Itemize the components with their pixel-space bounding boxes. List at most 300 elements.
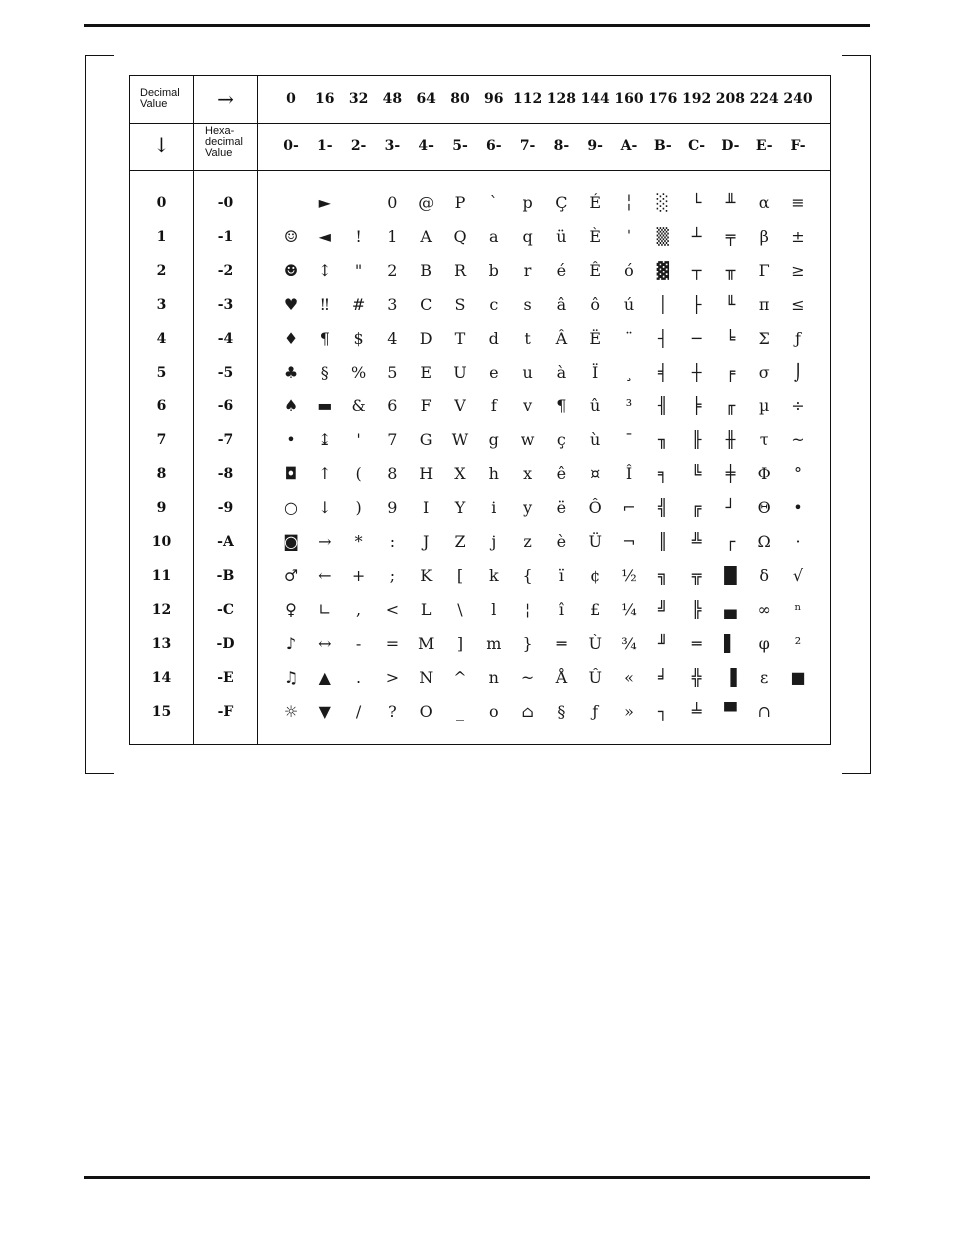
character-cell: ╢ <box>657 396 668 416</box>
character-cell: ↓ <box>318 498 332 518</box>
hex-column-header: A- <box>620 138 638 154</box>
character-cell: │ <box>657 294 668 314</box>
character-cell: ← <box>318 565 332 585</box>
decimal-row-header: 9 <box>156 500 167 517</box>
hexadecimal-value-label: Hexa-decimal Value <box>205 125 243 159</box>
character-cell: ▄ <box>724 599 737 619</box>
character-cell: E <box>420 362 433 382</box>
decimal-column-header: 240 <box>783 91 813 107</box>
character-cell: l <box>491 599 497 619</box>
character-cell: ═ <box>556 633 567 653</box>
top-rule <box>84 24 870 27</box>
character-cell: P <box>454 193 466 212</box>
character-cell: Q <box>453 226 467 246</box>
character-cell: Z <box>454 532 466 551</box>
hex-column-header: D- <box>721 138 740 154</box>
character-cell: ∩ <box>757 701 771 721</box>
character-cell: ƒ <box>592 701 599 721</box>
character-cell: â <box>556 294 567 314</box>
character-cell: ◙ <box>283 532 299 551</box>
character-cell: r <box>523 260 532 280</box>
character-cell: y <box>523 498 533 518</box>
character-cell: ☼ <box>283 701 299 721</box>
character-cell: ½ <box>621 565 637 585</box>
character-cell: t <box>524 328 531 348</box>
character-cell: = <box>385 633 400 653</box>
bottom-rule <box>84 1176 870 1179</box>
character-cell: ~ <box>791 430 805 450</box>
character-cell: ▀ <box>724 701 737 721</box>
character-cell: Θ <box>757 498 771 518</box>
character-cell: « <box>624 667 634 687</box>
hex-row-header: -4 <box>217 330 234 347</box>
decimal-row-header: 5 <box>156 364 167 381</box>
decimal-row-header: 12 <box>151 601 172 618</box>
character-cell: ╗ <box>657 565 668 585</box>
character-cell: Ô <box>588 498 602 518</box>
character-cell: ┬ <box>691 260 702 280</box>
hex-row-header: -7 <box>217 432 234 449</box>
character-cell: ¼ <box>621 599 637 619</box>
character-cell: τ <box>759 430 769 450</box>
character-cell: ═ <box>691 633 702 653</box>
decimal-row-header: 6 <box>156 398 167 415</box>
character-cell: î <box>558 599 564 619</box>
character-cell: ┼ <box>691 362 702 382</box>
character-cell: ╟ <box>691 430 702 450</box>
character-cell: Γ <box>758 260 770 280</box>
character-cell: m <box>486 633 502 653</box>
character-cell: Å <box>555 667 568 687</box>
hex-column-header: 8- <box>553 138 570 154</box>
character-cell: a <box>489 226 499 246</box>
character-cell: u <box>522 362 533 382</box>
character-cell: Ù <box>588 633 602 653</box>
character-cell: 5 <box>387 362 398 382</box>
character-cell: ▒ <box>656 226 669 246</box>
character-cell: ¶ <box>319 328 330 348</box>
character-cell: ┐ <box>657 701 668 721</box>
character-cell: £ <box>590 599 601 619</box>
character-cell: > <box>385 667 400 687</box>
hex-column-header: C- <box>688 138 706 154</box>
character-cell: k <box>488 565 499 585</box>
character-cell: ≤ <box>791 294 805 314</box>
character-cell: K <box>420 565 433 585</box>
character-cell: ¬ <box>622 532 636 551</box>
character-cell: ╫ <box>725 430 736 450</box>
character-cell: U <box>453 362 467 382</box>
character-cell: ê <box>556 464 567 484</box>
character-cell: + <box>351 565 366 585</box>
character-cell: H <box>419 464 434 484</box>
character-cell: ÷ <box>791 396 805 416</box>
character-cell: N <box>419 667 434 687</box>
decimal-row-header: 1 <box>156 228 167 245</box>
character-cell: ╣ <box>657 498 668 518</box>
character-cell: ┌ <box>725 532 736 551</box>
character-cell: v <box>523 396 533 416</box>
character-cell: è <box>556 532 567 551</box>
decimal-column-header: 144 <box>580 91 610 107</box>
character-cell: ◘ <box>284 464 298 484</box>
decimal-column-header: 32 <box>348 91 369 107</box>
character-cell: ╧ <box>691 701 702 721</box>
character-cell: ╕ <box>657 464 668 484</box>
divider-hex-rows <box>257 76 258 744</box>
character-cell: f <box>490 396 497 416</box>
character-cell: φ <box>758 633 770 653</box>
decimal-row-header: 8 <box>156 466 167 483</box>
character-cell: ♥ <box>283 294 299 314</box>
character-cell: - <box>355 633 362 653</box>
character-cell: ' <box>356 430 361 450</box>
hex-row-header: -F <box>217 703 234 720</box>
decimal-value-label: Decimal Value <box>140 87 180 110</box>
character-cell: w <box>520 430 535 450</box>
decimal-column-header: 64 <box>416 91 436 107</box>
character-cell: ⌂ <box>521 701 534 721</box>
character-cell: 7 <box>387 430 398 450</box>
character-cell: g <box>488 430 499 450</box>
decimal-column-header: 48 <box>382 91 403 107</box>
divider-hex-columns <box>130 170 830 171</box>
character-cell: 1 <box>387 226 398 246</box>
decimal-row-header: 2 <box>156 262 167 279</box>
decimal-column-header: 192 <box>681 91 712 107</box>
character-cell: ▬ <box>317 396 333 416</box>
character-cell: → <box>318 532 332 551</box>
character-cell: ▼ <box>318 701 331 721</box>
character-cell: █ <box>724 565 737 585</box>
character-cell: ù <box>590 430 601 450</box>
character-cell: < <box>385 599 400 619</box>
character-cell: § <box>557 701 566 721</box>
character-cell: ─ <box>691 328 702 348</box>
character-cell: R <box>453 260 467 280</box>
character-cell: ³ <box>625 396 633 416</box>
character-cell: _ <box>456 701 464 721</box>
character-cell: Ç <box>555 193 568 212</box>
character-cell: ε <box>760 667 769 687</box>
character-cell: b <box>488 260 499 280</box>
character-cell: ♠ <box>283 396 299 416</box>
character-cell: ╨ <box>725 193 736 212</box>
hex-column-header: 6- <box>486 138 502 154</box>
right-arrow-icon: → <box>217 87 234 111</box>
decimal-row-header: 0 <box>156 195 167 211</box>
character-cell: ˈ <box>626 226 632 246</box>
character-cell: * <box>354 532 363 551</box>
hex-row-header: -8 <box>217 466 234 483</box>
character-cell: ╥ <box>725 260 736 280</box>
character-cell: ╚ <box>691 464 702 484</box>
character-cell: ⌐ <box>622 498 636 518</box>
hex-row-header: -9 <box>217 500 234 517</box>
hex-row-header: -E <box>217 669 234 686</box>
character-cell: ╜ <box>657 633 668 653</box>
character-cell: ╛ <box>657 667 668 687</box>
character-cell: Φ <box>757 464 771 484</box>
decimal-column-header: 80 <box>450 91 470 107</box>
character-cell: ¤ <box>590 464 601 484</box>
character-cell <box>274 186 308 220</box>
character-cell: M <box>417 633 435 653</box>
hex-row-header: -D <box>216 635 235 652</box>
character-cell: \ <box>457 599 463 619</box>
character-cell: % <box>350 362 367 382</box>
character-cell: ╩ <box>691 532 702 551</box>
character-cell: ╬ <box>691 667 702 687</box>
character-cell: @ <box>418 193 435 212</box>
character-cell: C <box>420 294 433 314</box>
character-cell: • <box>286 430 296 450</box>
character-cell: Ï <box>592 362 599 382</box>
character-cell: ~ <box>520 667 535 687</box>
character-cell: ┴ <box>691 226 702 246</box>
decimal-column-header: 224 <box>749 91 779 107</box>
hex-row-header: -B <box>216 567 235 584</box>
character-cell: ╖ <box>657 430 668 450</box>
character-cell: ô <box>590 294 600 314</box>
character-cell: Ê <box>589 260 602 280</box>
character-cell: » <box>624 701 634 721</box>
character-cell: ▲ <box>318 667 331 687</box>
character-cell: à <box>556 362 567 382</box>
character-cell: ┤ <box>657 328 668 348</box>
character-cell: ú <box>623 294 635 314</box>
character-cell: ♀ <box>285 599 297 619</box>
character-cell: ↨ <box>318 430 332 450</box>
character-cell: ╤ <box>725 226 736 246</box>
character-cell: ☻ <box>283 260 299 280</box>
character-cell: ¯ <box>625 430 633 450</box>
character-cell: / <box>355 701 362 721</box>
decimal-column-header: 16 <box>315 91 335 107</box>
character-cell: d <box>488 328 499 348</box>
character-cell: ╓ <box>725 396 736 416</box>
character-cell: Â <box>555 328 568 348</box>
character-cell: └ <box>691 193 702 212</box>
character-cell <box>342 186 376 220</box>
character-cell: § <box>320 362 329 382</box>
character-cell: ▓ <box>656 260 669 280</box>
character-cell: ♣ <box>283 362 299 382</box>
character-cell: ( <box>355 464 362 484</box>
decimal-column-header: 160 <box>614 91 644 107</box>
character-cell: é <box>556 260 567 280</box>
character-cell: ↑ <box>318 464 332 484</box>
character-cell: Û <box>588 667 602 687</box>
character-cell: β <box>759 226 769 246</box>
character-cell: Y <box>454 498 466 518</box>
character-cell: c <box>489 294 499 314</box>
character-cell: z <box>523 532 532 551</box>
character-set-table <box>129 75 831 745</box>
character-cell: ☺ <box>283 226 299 246</box>
character-cell: ¸ <box>625 362 633 382</box>
character-cell: i <box>491 498 497 518</box>
character-cell: ± <box>791 226 805 246</box>
character-cell: ç <box>556 430 566 450</box>
character-cell: ╝ <box>657 599 668 619</box>
character-cell: : <box>389 532 396 551</box>
character-cell: & <box>351 396 366 416</box>
hex-column-header: F- <box>790 138 806 154</box>
character-cell: ü <box>556 226 567 246</box>
character-cell: ▐ <box>724 667 737 687</box>
character-cell: ■ <box>790 667 806 687</box>
decimal-column-header: 96 <box>484 91 504 107</box>
character-cell: ╒ <box>725 362 736 382</box>
character-cell: Ë <box>589 328 602 348</box>
character-cell: j <box>491 532 497 551</box>
decimal-row-header: 14 <box>151 669 172 686</box>
hex-column-header: 5- <box>452 138 468 154</box>
character-cell: ² <box>794 633 802 653</box>
character-cell: ! <box>355 226 362 246</box>
character-cell: ë <box>556 498 567 518</box>
character-cell: ¾ <box>621 633 637 653</box>
character-cell: ╠ <box>691 599 702 619</box>
character-cell: D <box>419 328 433 348</box>
decimal-column-header: 0 <box>286 91 296 107</box>
character-cell: e <box>489 362 499 382</box>
character-cell: 9 <box>387 498 398 518</box>
character-cell: n <box>488 667 499 687</box>
character-cell: , <box>356 599 362 619</box>
right-bracket <box>842 55 871 774</box>
character-cell <box>781 695 815 729</box>
character-cell: p <box>522 193 533 212</box>
character-cell: V <box>454 396 466 416</box>
decimal-row-header: 4 <box>156 330 167 347</box>
hex-column-header: 9- <box>587 138 603 154</box>
character-cell: h <box>488 464 499 484</box>
character-cell: α <box>758 193 770 212</box>
hex-column-header: 7- <box>519 138 536 154</box>
down-arrow-icon: ↓ <box>153 133 170 157</box>
decimal-row-header: 10 <box>151 534 172 550</box>
character-cell: ┘ <box>725 498 736 518</box>
character-cell: ° <box>794 464 802 484</box>
decimal-column-header: 112 <box>512 91 543 107</box>
character-cell: ⌡ <box>793 362 803 382</box>
character-cell: 4 <box>387 328 398 348</box>
character-cell: ≥ <box>791 260 805 280</box>
character-cell: ^ <box>453 667 467 687</box>
character-cell: ► <box>318 193 331 212</box>
character-cell: ` <box>489 193 498 212</box>
character-cell: [ <box>456 565 464 585</box>
hex-column-header: 1- <box>317 138 333 154</box>
divider-decimal-columns <box>130 123 830 124</box>
decimal-row-header: 3 <box>156 296 167 313</box>
character-cell: L <box>420 599 432 619</box>
character-cell: ] <box>456 633 464 653</box>
character-cell: ♫ <box>283 667 299 687</box>
character-cell: · <box>795 532 801 551</box>
character-cell: 6 <box>387 396 398 416</box>
hex-row-header: -C <box>217 601 234 618</box>
character-cell: È <box>589 226 602 246</box>
character-cell: ↕ <box>318 260 332 280</box>
character-cell: ◄ <box>318 226 331 246</box>
character-cell: Σ <box>758 328 770 348</box>
character-cell: ╙ <box>725 294 736 314</box>
character-cell: π <box>758 294 770 314</box>
character-cell: Ω <box>757 532 771 551</box>
character-cell: û <box>590 396 601 416</box>
hex-row-header: -2 <box>217 262 234 279</box>
character-cell: 2 <box>387 260 398 280</box>
decimal-column-header: 128 <box>546 91 576 107</box>
character-cell: J <box>422 532 430 551</box>
character-cell: ¨ <box>625 328 633 348</box>
character-cell: # <box>351 294 366 314</box>
character-cell: ≡ <box>791 193 805 212</box>
character-cell: ▌ <box>724 633 737 653</box>
character-cell: ╦ <box>691 565 702 585</box>
character-cell: G <box>419 430 433 450</box>
character-cell: { <box>522 565 533 585</box>
hex-column-header: 3- <box>384 138 401 154</box>
hex-column-header: B- <box>653 138 672 154</box>
decimal-column-header: 208 <box>715 91 745 107</box>
hex-column-header: 4- <box>418 138 434 154</box>
decimal-row-header: 13 <box>151 635 172 652</box>
character-cell: s <box>523 294 532 314</box>
character-cell: ƒ <box>795 328 801 348</box>
character-cell: I <box>423 498 430 518</box>
character-cell: X <box>454 464 466 484</box>
character-cell: ╞ <box>691 396 702 416</box>
decimal-row-header: 7 <box>156 432 167 449</box>
character-cell: o <box>488 701 499 721</box>
character-cell: ¶ <box>556 396 567 416</box>
character-cell: ? <box>388 701 397 721</box>
character-cell: ) <box>355 498 362 518</box>
character-cell: B <box>420 260 433 280</box>
decimal-row-header: 11 <box>151 567 172 584</box>
character-cell: " <box>354 260 363 280</box>
hex-row-header: -1 <box>217 228 234 245</box>
character-cell: ∟ <box>318 599 332 619</box>
character-cell: ╔ <box>691 498 702 518</box>
hex-row-header: -A <box>217 534 234 550</box>
character-cell: A <box>420 226 432 246</box>
character-cell: √ <box>792 565 804 585</box>
character-cell: É <box>589 193 602 212</box>
character-cell: F <box>420 396 432 416</box>
character-cell: Î <box>625 464 633 484</box>
character-cell: ∞ <box>757 599 771 619</box>
character-cell: ¦ <box>524 599 531 619</box>
character-cell: ï <box>558 565 564 585</box>
character-cell: q <box>522 226 533 246</box>
hex-column-header: 2- <box>350 138 367 154</box>
character-cell: ├ <box>691 294 702 314</box>
character-cell: } <box>522 633 533 653</box>
character-cell: Ü <box>588 532 602 551</box>
character-cell: σ <box>758 362 770 382</box>
hex-row-header: -0 <box>217 195 234 211</box>
character-cell: • <box>793 498 803 518</box>
character-cell: ║ <box>657 532 668 551</box>
decimal-column-header: 176 <box>648 91 678 107</box>
character-cell: ↔ <box>318 633 332 653</box>
character-cell: ó <box>624 260 634 280</box>
